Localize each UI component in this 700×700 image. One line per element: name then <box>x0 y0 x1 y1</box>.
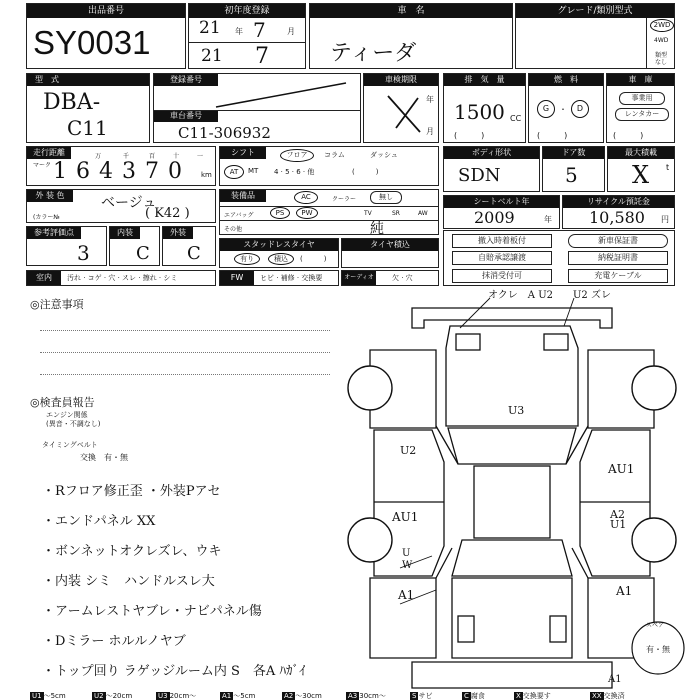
equipment-ac: AC <box>294 191 318 204</box>
usage-box <box>606 73 675 143</box>
first-reg-month: 7 <box>253 18 266 42</box>
first-reg-year-2: 21 <box>201 46 223 66</box>
doc-1: 撤入時着板付 <box>452 234 552 248</box>
engine-sub: (異音・不調なし) <box>46 420 101 428</box>
shift-gears: 4 · 5 · 6 · 他 <box>274 168 315 176</box>
body-value: SDN <box>458 165 501 186</box>
damage-a2u1: A2 U1 <box>610 508 627 531</box>
lot-number-box <box>26 3 186 69</box>
exterior-grade-value: C <box>187 243 201 264</box>
car-outline <box>340 286 690 692</box>
inspector-section <box>26 394 326 694</box>
car-name-header: 車 名 <box>310 4 512 18</box>
displacement-value: 1500 <box>454 100 505 124</box>
lot-number-header: 出品番号 <box>27 4 185 18</box>
first-reg-year: 21 <box>199 18 221 38</box>
displacement-unit: CC <box>510 114 522 123</box>
equipment-none: 無し <box>370 191 402 204</box>
doc-2: 自賠承認譲渡 <box>452 251 552 265</box>
car-name-box <box>309 3 513 69</box>
shift-floor: フロア <box>280 149 314 162</box>
report-item: ・Rフロア修正歪 ・外装Pアセ <box>42 484 221 499</box>
equipment-tv: TV <box>364 210 372 217</box>
interior-condition-box <box>26 270 216 286</box>
report-item: ・ボンネットオクレズレ、ウキ <box>42 544 222 559</box>
legend-c: C 腐食 <box>464 692 485 700</box>
shift-box <box>219 146 439 186</box>
inspection-box <box>363 73 439 143</box>
doors-box <box>542 146 605 192</box>
equipment-box <box>219 189 439 235</box>
doors-value: 5 <box>565 163 578 187</box>
fuel-box: 燃 料 G ・ D ( ) <box>528 73 604 143</box>
capacity-value: X <box>632 161 650 189</box>
mileage-digit-label-2: 千 <box>123 153 130 160</box>
legend-bar <box>30 692 690 700</box>
interior-grade-header: 内装 <box>110 227 140 239</box>
inspection-month-unit: 月 <box>426 127 434 136</box>
notes-header: ◎注意事項 <box>30 298 84 311</box>
doc-6: 充電ケーブル <box>568 269 668 283</box>
displacement-box <box>443 73 526 143</box>
legend-a1: A1 ～5cm <box>222 692 256 700</box>
inspection-header: 車検期限 <box>364 74 438 86</box>
shift-at: AT <box>224 165 244 179</box>
mileage-digit-label-3: 百 <box>149 153 156 160</box>
grade-header: グレード/類別型式 <box>516 4 674 18</box>
recycle-box <box>562 195 675 229</box>
mileage-value: 1 6 4 3 7 0 <box>53 159 183 184</box>
aux-box <box>341 270 439 286</box>
capacity-header: 最大積載 <box>608 147 674 159</box>
grade-box <box>515 3 675 69</box>
mileage-box <box>26 146 216 186</box>
shift-paren: ( ) <box>352 168 379 176</box>
usage-paren: ( ) <box>613 131 644 140</box>
capacity-box <box>607 146 675 192</box>
fuel-header: 燃 料 <box>529 74 603 86</box>
color-code-label: (カラー№ <box>33 214 60 221</box>
interior-grade-value: C <box>136 243 150 264</box>
registration-box <box>153 73 361 143</box>
notes-section <box>26 292 326 392</box>
documents-box <box>443 230 675 286</box>
recycle-value: 10,580 <box>589 208 645 227</box>
usage-opt-1: 事業用 <box>619 92 665 105</box>
color-code: ( K42 ) <box>145 206 190 221</box>
rating-box <box>26 226 107 266</box>
tire-load-box <box>341 238 439 268</box>
inspection-x-mark <box>384 92 424 136</box>
damage-u2: U2 <box>400 444 417 457</box>
tire-load-header: タイヤ積込 <box>342 239 438 251</box>
equipment-note: 純 <box>370 221 384 237</box>
interior-condition-label: 室内 <box>27 271 61 285</box>
registration-strike <box>214 79 354 111</box>
timing-sub: 交換 有・無 <box>80 453 128 462</box>
mileage-mark: マーク <box>33 162 52 169</box>
report-item: ・エンドパネル XX <box>42 514 156 529</box>
fw-label: FW <box>220 271 254 285</box>
fw-box <box>219 270 339 286</box>
recycle-header: リサイクル預託金 <box>563 196 674 208</box>
mileage-digit-label-1: 万 <box>95 153 102 160</box>
legend-u3: U3 20cm～ <box>158 692 197 700</box>
first-registration-box <box>188 3 306 69</box>
doc-3: 抹消受付可 <box>452 269 552 283</box>
mileage-header: 走行距離 <box>27 147 71 159</box>
damage-a1-right: A1 <box>616 584 633 598</box>
shift-mt: MT <box>248 167 259 175</box>
model-type-header: 型 式 <box>27 74 149 86</box>
fuel-g: G <box>537 100 555 118</box>
damage-a1-bottom: A1 <box>608 674 622 685</box>
model-type-line2: C11 <box>67 116 108 140</box>
mileage-digit-label-4: 十 <box>173 153 180 160</box>
fuel-d: D <box>571 100 589 118</box>
seatbelt-unit: 年 <box>544 215 552 224</box>
legend-x: X 交換要す <box>516 692 551 700</box>
timing-label: タイミングベルト <box>42 441 98 449</box>
interior-grade-box <box>109 226 160 266</box>
seatbelt-value: 2009 <box>474 208 515 227</box>
opt-2wd: 2WD <box>650 19 674 32</box>
car-diagram <box>340 286 690 692</box>
color-header: 外 装 色 <box>27 190 73 202</box>
first-reg-month-2: 7 <box>255 44 269 69</box>
fuel-paren: ( ) <box>537 131 568 140</box>
legend-u2: U2 ～20cm <box>94 692 133 700</box>
exterior-grade-header: 外装 <box>163 227 193 239</box>
first-registration-header: 初年度登録 <box>189 4 305 18</box>
aux-label: オーディオ <box>342 271 376 285</box>
report-item: ・内装 シミ ハンドルスレ大 <box>42 574 215 589</box>
displacement-header: 排 気 量 <box>444 74 525 86</box>
equipment-sr: SR <box>392 210 400 217</box>
studless-header: スタッドレスタイヤ <box>220 239 338 251</box>
report-item: ・トップ回り ラゲッジルーム内 S 各A ﾊｶﾞｲ <box>42 664 306 679</box>
legend-s: S サビ <box>412 692 433 700</box>
mileage-digit-label-5: 一 <box>197 153 204 160</box>
doors-header: ドア数 <box>543 147 604 159</box>
body-header: ボディ形状 <box>444 147 539 159</box>
legend-u1: U1 ～5cm <box>32 692 66 700</box>
spare-label: スペア <box>646 622 665 629</box>
model-type-line1: DBA- <box>43 90 101 115</box>
shift-header: シフト <box>220 147 266 159</box>
equipment-aw: AW <box>418 210 428 217</box>
inspector-header: ◎検査員報告 <box>30 396 95 409</box>
equipment-pw: PW <box>296 207 318 219</box>
studless-opt-1: 有り <box>234 253 260 265</box>
shift-dash: ダッシュ <box>370 151 398 159</box>
chassis-number: C11-306932 <box>178 124 271 142</box>
legend-a2: A2 ～30cm <box>284 692 322 700</box>
body-box <box>443 146 540 192</box>
damage-top-note: オクレ A U2 U2 ズレ <box>488 290 611 301</box>
damage-uw: U W <box>402 548 413 571</box>
exterior-grade-box <box>162 226 216 266</box>
report-item: ・アームレストヤブレ・ナビパネル傷 <box>42 604 262 619</box>
studless-paren: ( ) <box>300 255 327 263</box>
damage-au1-left: AU1 <box>392 510 419 524</box>
engine-label: エンジン関係 <box>46 411 88 419</box>
shift-column: コラム <box>324 151 345 159</box>
seatbelt-box <box>443 195 560 229</box>
registration-header: 登録番号 <box>154 74 218 86</box>
doc-4: 新車保証書 <box>568 234 668 248</box>
mileage-unit: km <box>201 171 212 179</box>
legend-a3: A3 30cm～ <box>348 692 386 700</box>
equipment-ps: PS <box>270 207 290 219</box>
rating-header: 参考評価点 <box>27 227 81 239</box>
seatbelt-header: シートベルト年 <box>444 196 559 208</box>
car-name: ティーダ <box>330 41 417 66</box>
damage-u3: U3 <box>508 404 525 417</box>
legend-xx: XX 交換済 <box>592 692 625 700</box>
studless-box <box>219 238 339 268</box>
usage-header: 車 庫 <box>607 74 674 86</box>
first-reg-month-unit: 月 <box>287 27 295 36</box>
aux-opts: 欠 · 穴 <box>392 274 413 282</box>
model-type-box <box>26 73 150 143</box>
inspection-year-unit: 年 <box>426 95 434 104</box>
displacement-paren: ( ) <box>454 131 485 140</box>
capacity-unit: t <box>666 163 670 172</box>
damage-a1-left: A1 <box>398 588 415 602</box>
color-box <box>26 189 216 223</box>
recycle-unit: 円 <box>661 215 669 224</box>
studless-opt-2: 積込 <box>268 253 294 265</box>
fw-opts: ヒビ · 補修 · 交換要 <box>260 274 323 282</box>
report-item: ・Dミラー ホルルノヤブ <box>42 634 186 649</box>
damage-au1-right: AU1 <box>608 462 635 476</box>
equipment-header: 装備品 <box>220 190 266 202</box>
usage-opt-2: レンタカー <box>615 108 669 121</box>
equipment-airbag: エアバッグ <box>224 212 254 219</box>
opt-none: 類型 なし <box>655 52 668 66</box>
report-list <box>42 474 342 690</box>
doc-5: 納税証明書 <box>568 251 668 265</box>
color-value: ベージュ <box>101 195 157 211</box>
equipment-other: その他 <box>224 226 243 233</box>
first-reg-year-unit: 年 <box>235 27 243 36</box>
opt-4wd: 4WD <box>654 37 669 44</box>
rating-value: 3 <box>77 241 90 265</box>
lot-number: SY0031 <box>33 24 151 61</box>
equipment-cooler: クーラー <box>332 196 357 203</box>
interior-condition-opts: 汚れ · コゲ · 穴 · スレ · 擦れ · シミ <box>67 274 178 282</box>
spare-value: 有・無 <box>646 645 670 654</box>
chassis-header: 車台番号 <box>154 110 218 122</box>
